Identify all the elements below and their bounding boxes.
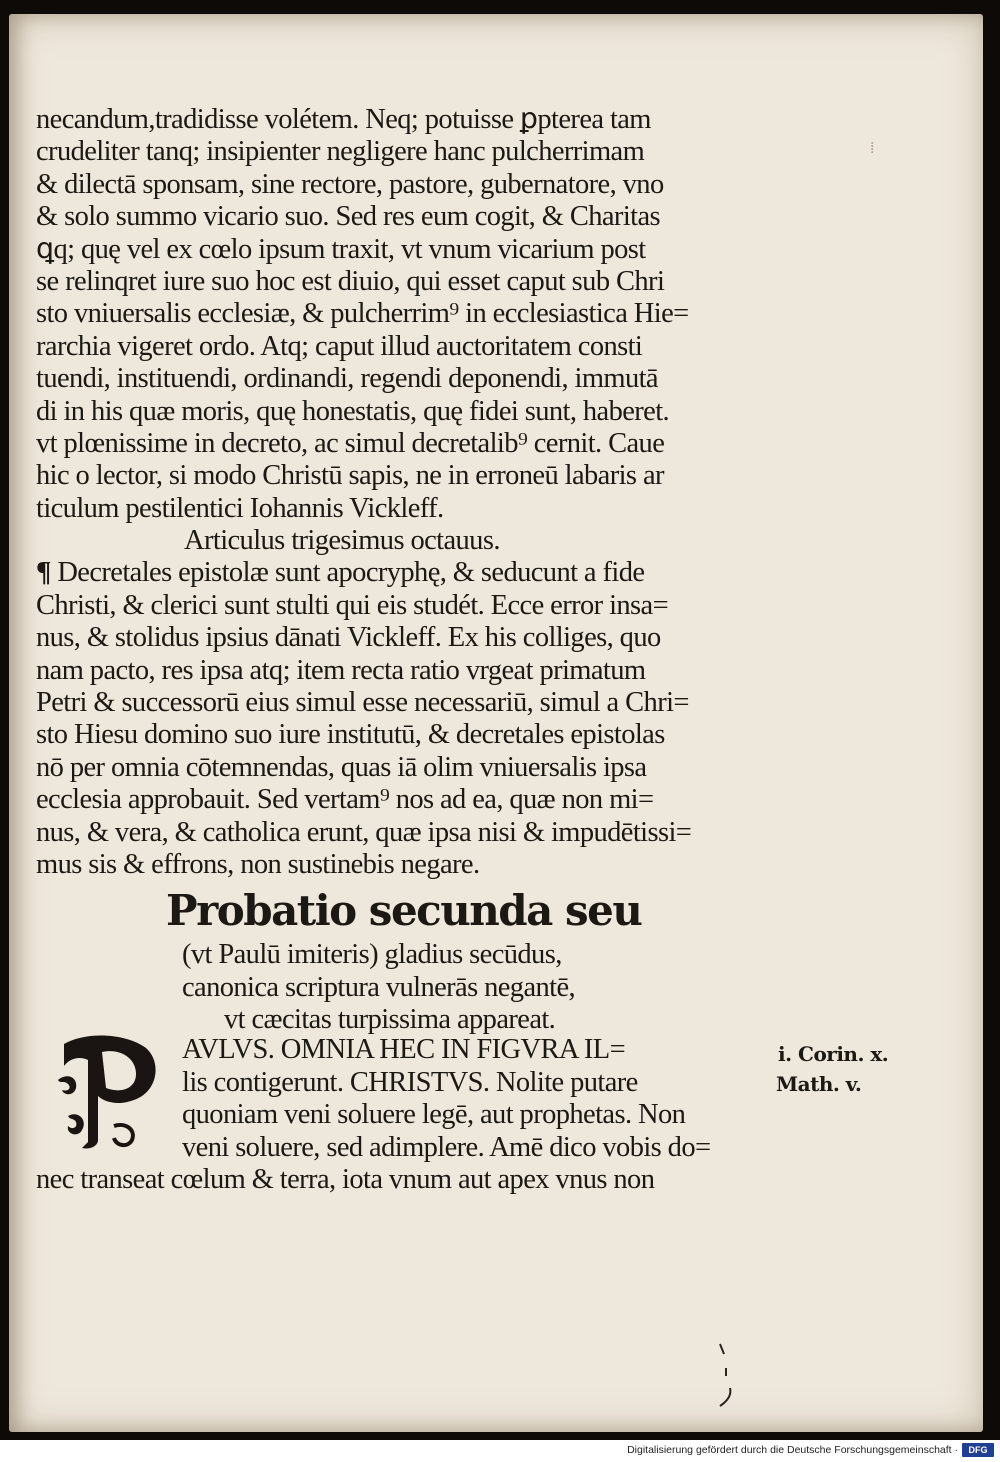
text-line: ecclesia approbauit. Sed vertam⁹ nos ad ea, quæ non mi= (36, 784, 654, 816)
subtitle-line: vt cæcitas turpissima appareat. (224, 1004, 556, 1036)
paul-paragraph (36, 1034, 796, 1197)
dfg-logo: DFG (962, 1443, 994, 1457)
text-line: vt plœnissime in decreto, ac simul decretalib⁹ cernit. Caue (36, 427, 665, 459)
text-line: lis contigerunt. CHRISTVS. Nolite putare (182, 1066, 638, 1098)
text-line: nam pacto, res ipsa atq; item recta ratio vrgeat primatum (36, 654, 646, 686)
text-line: sto Hiesu domino suo iure institutū, & decretales epistolas (36, 719, 665, 751)
text-line: di in his quæ moris, quę honestatis, quę fidei sunt, haberet. (36, 395, 670, 427)
text-line: necandum,tradidisse volétem. Neq; potuisse ꝑpterea tam (36, 104, 651, 135)
subtitle-line: (vt Paulū imiteris) gladius secūdus, (182, 939, 562, 971)
text-line: AVLVS. OMNIA HEC IN FIGVRA IL= (182, 1034, 626, 1065)
text-line: nō per omnia cōtemnendas, quas iā olim vniuersalis ipsa (36, 751, 647, 783)
text-line (36, 557, 776, 589)
text-line: & solo summo vicario suo. Sed res eum cogit, & Charitas (36, 201, 661, 233)
footer-bar (0, 1440, 1000, 1462)
page-text-block (36, 104, 776, 1037)
marginal-note: Math. v. (776, 1072, 862, 1096)
text-line: ꝗq; quę vel ex cœlo ipsum traxit, vt vnum vicarium post (36, 233, 646, 265)
marginal-note: i. Corin. x. (778, 1042, 889, 1066)
section-title: Probatio secunda seu (166, 886, 642, 936)
text-line: & dilectā sponsam, sine rectore, pastore, gubernatore, vno (36, 168, 664, 200)
text-line: sto vniuersalis ecclesiæ, & pulcherrim⁹ in ecclesiastica Hie= (36, 298, 689, 330)
text-line: nus, & stolidus ipsius dānati Vickleff. Ex his colliges, quo (36, 622, 661, 654)
footer-credit: Digitalisierung gefördert durch die Deutsche Forschungsgemeinschaft · (627, 1444, 958, 1456)
text-line-content: Decretales epistolæ sunt apocryphę, & seducunt a fide (57, 557, 645, 589)
page-stray-marks: ⁞ (870, 140, 875, 157)
article-heading: Articulus trigesimus octauus. (184, 525, 500, 557)
text-line: se relinqret iure suo hoc est diuio, qui esset caput sub Chri (36, 265, 665, 297)
text-line: crudeliter tanq; insipienter negligere hanc pulcherrimam (36, 136, 645, 168)
text-line: mus sis & effrons, non sustinebis negare. (36, 848, 480, 880)
text-line: nus, & vera, & catholica erunt, quæ ipsa nisi & impudētissi= (36, 816, 692, 848)
text-line: veni soluere, sed adimplere. Amē dico vobis do= (182, 1131, 711, 1163)
text-line: hic o lector, si modo Christū sapis, ne in erroneū labaris ar (36, 460, 664, 492)
text-line: rarchia vigeret ordo. Atq; caput illud auctoritatem consti (36, 330, 643, 362)
page-stray-marks (714, 1340, 738, 1410)
text-line: quoniam veni soluere legē, aut prophetas. Non (182, 1099, 686, 1131)
text-line: nec transeat cœlum & terra, iota vnum aut apex vnus non (36, 1164, 655, 1196)
text-line: ticulum pestilentici Iohannis Vickleff. (36, 492, 444, 524)
text-line: Christi, & clerici sunt stulti qui eis studét. Ecce error insa= (36, 589, 669, 621)
text-line: Petri & successorū eius simul esse necessariū, simul a Chri= (36, 687, 689, 719)
subtitle-line: canonica scriptura vulnerās negantē, (182, 971, 576, 1003)
pilcrow-mark: ¶ (36, 557, 51, 589)
text-line: tuendi, instituendi, ordinandi, regendi deponendi, immutā (36, 363, 658, 395)
